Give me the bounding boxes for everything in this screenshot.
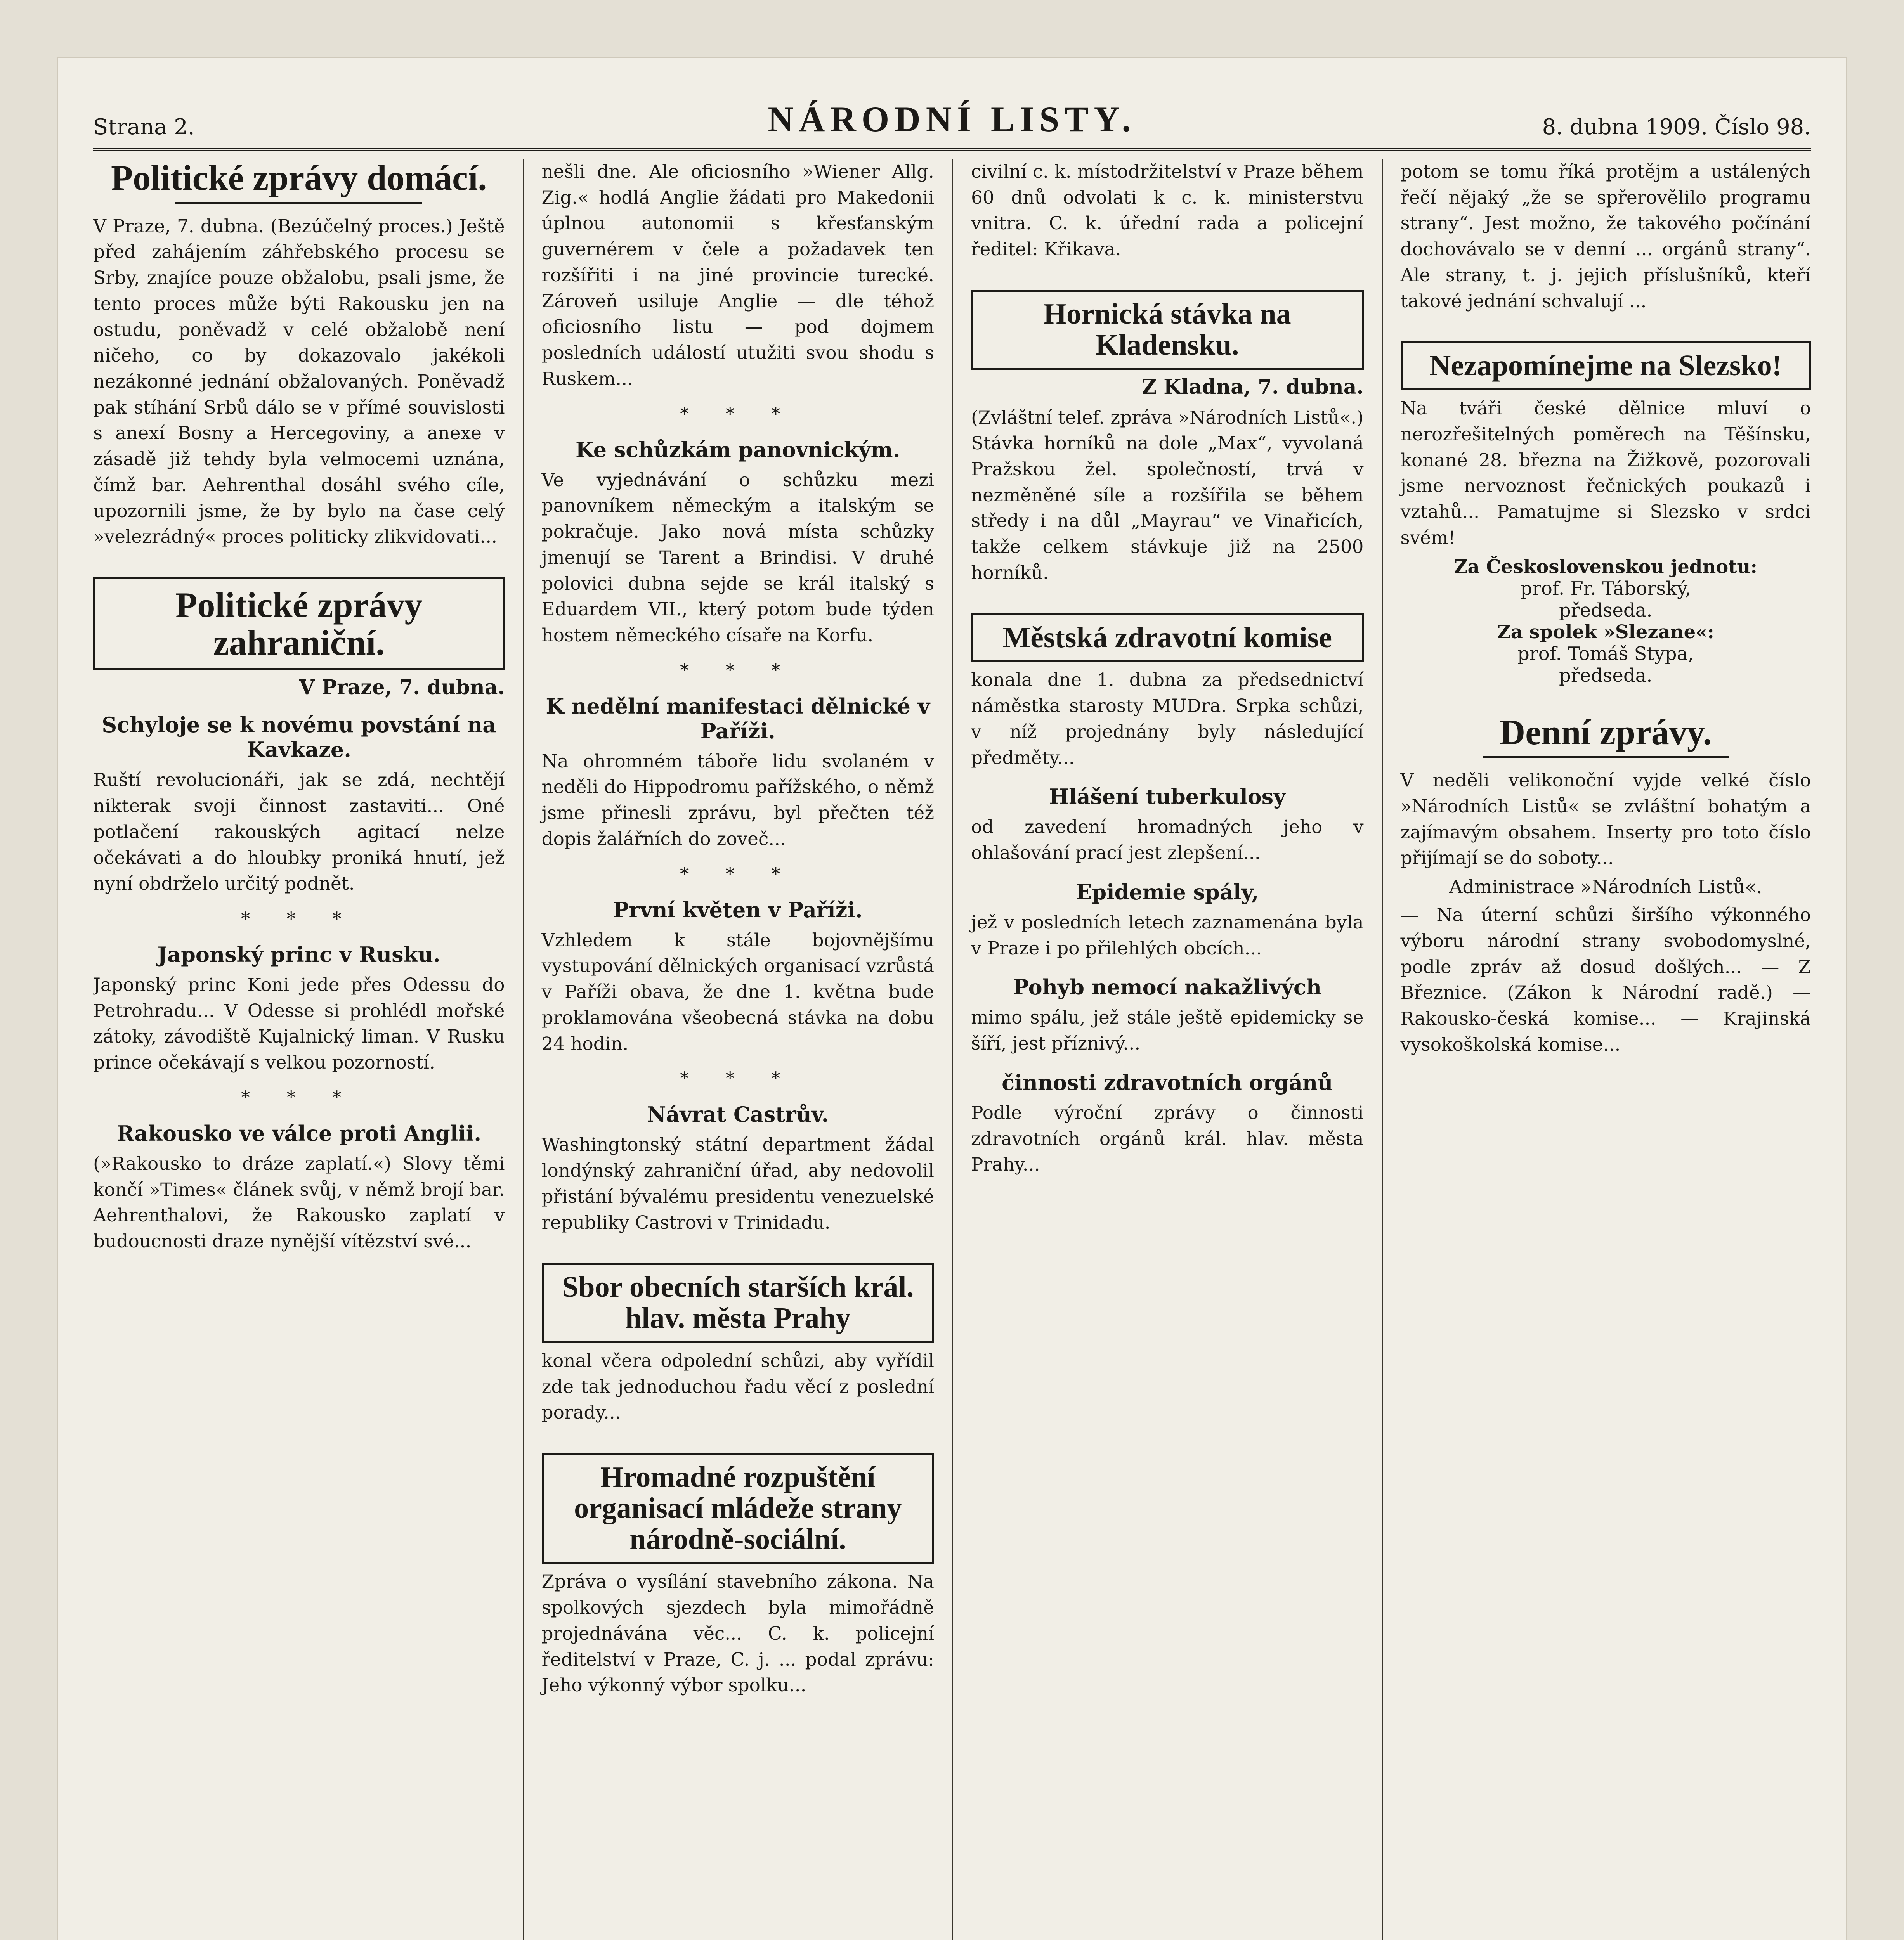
article-body: Ve vyjednávání o schůzku mezi panovníkem německým a italským se pokračuje. Jako nová místa schůzky jmenují se Tarent a Brindisi. V druhé polovici dubna sejde se král italský s Eduardem VII., který potom bude týden hostem německého císaře na Korfu. (541, 469, 934, 646)
signature-organization: Za spolek »Slezane«: (1497, 621, 1714, 643)
subheading: Rakousko ve válce proti Anglii. (116, 1121, 482, 1146)
article-body: Vzhledem k stále bojovnějšímu vystupování dělnických organisací vzrůstá v Paříži obava, že dne 1. května bude proklamována všeobecná stávka na dobu 24 hodin. (541, 929, 934, 1055)
article-continuation (542, 159, 935, 1236)
headline: Denní zprávy. (1499, 712, 1712, 752)
article-body: jež v posledních letech zaznamenána byla v Praze i po přilehlých obcích... (971, 911, 1364, 959)
subheading: Japonský princ v Rusku. (157, 942, 440, 967)
article-foreign-politics (93, 577, 505, 1255)
signature-administration: Administrace »Národních Listů«. (1449, 876, 1762, 898)
dateline: V Praze, 7. dubna. (299, 676, 505, 700)
subheading: činnosti zdravotních orgánů (1002, 1070, 1333, 1095)
section-separator: * * * (241, 908, 357, 929)
signature-role: předseda. (1559, 664, 1653, 686)
subheading: Hlášení tuberkulosy (1049, 784, 1286, 809)
page-number: Strana 2. (93, 114, 195, 140)
signature-role: předseda. (1559, 599, 1653, 621)
subheading: Ke schůzkám panovnickým. (576, 437, 900, 462)
article-silesia-appeal (1401, 341, 1811, 686)
divider (175, 202, 422, 204)
signature-name: prof. Fr. Táborský, (1520, 577, 1691, 599)
article-health-commission (971, 613, 1364, 1178)
divider (1483, 756, 1729, 758)
article-body: Na tváři české dělnice mluví o nerozřešitelných poměrech na Těšínsku, konané 28. března na Žižkově, pozorovali jsme nervoznost řečnických poukazů i vztahů... Pamatujme si Slezsko v srdci svém! (1400, 398, 1811, 549)
subheading: Návrat Castrův. (647, 1102, 829, 1127)
subheading: K nedělní manifestaci dělnické v Paříži. (546, 693, 930, 743)
article-body: konala dne 1. dubna za předsednictví náměstka starosty MUDra. Srpka schůzi, v níž projednány byly následující předměty... (971, 669, 1364, 769)
article-body: V neděli velikonoční vyjde velké číslo »Národních Listů« se zvláštní bohatým a zajímavým obsahem. Inserty pro toto číslo přijímají se do soboty... (1400, 770, 1811, 869)
article-body: Washingtonský státní department žádal londýnský zahraniční úřad, aby nedovolil přistání bývalému presidentu venezuelské republiky Castrovi v Trinidadu. (541, 1134, 934, 1233)
signature-organization: Za Československou jednotu: (1454, 556, 1758, 578)
section-separator: * * * (241, 1086, 357, 1108)
article-youth-organizations (542, 1453, 935, 1699)
article-continuation (1401, 159, 1811, 314)
headline: Hromadné rozpuštění organisací mládeže strany národně-sociální. (542, 1453, 935, 1564)
subheading: Schyloje se k novému povstání na Kavkaze. (102, 712, 496, 762)
article-body: (»Rakousko to dráze zaplatí.«) Slovy těmi končí »Times« článek svůj, v němž brojí bar. Aehrenthalovi, že Rakousko zaplatí v budoucnosti draze nynější vítězství své... (93, 1153, 505, 1252)
article-body: Ruští revolucionáři, jak se zdá, nechtějí nikterak svoji činnost zastaviti... Oné potlačení rakouských agitací nelze očekávati a do hloubky proniká hnutí, jež nyní obdrželo určitý podnět. (93, 769, 505, 895)
column-2 (523, 159, 952, 1940)
article-continuation (971, 159, 1364, 263)
headline: Politické zprávy zahraniční. (93, 577, 505, 670)
article-body: V Praze, 7. dubna. (Bezúčelný proces.) Ještě před zahájením záhřebského procesu se Srby, znajíce pouze obžalobu, psali jsme, že tento proces může býti Rakousku jen na ostudu, poněvadž v celé obžalobě není ničeho, co by dokazovalo jakékoli nezákonné jednání obžalovaných. Poněvadž pak stíhání Srbů dálo se v přímé souvislosti s anexí Bosny a Hercegoviny, a anexe v zásadě již tehdy byla velmocemi uznána, čímž bar. Aehrenthal dosáhl svého cíle, upozornili jsme, že by bylo na čase celý »velezrádný« proces politicky zlikvidovati... (93, 215, 505, 548)
column-3 (952, 159, 1382, 1940)
headline: Sbor obecních starších král. hlav. města Prahy (542, 1263, 935, 1343)
masthead (93, 81, 1811, 151)
issue-date-number: 8. dubna 1909. Číslo 98. (1542, 114, 1811, 140)
article-body: potom se tomu říká protějm a ustálených řečí nějaký „že se spřerovělilo programu strany“. Jest možno, že takového počínání dochovávalo se v denní ... orgánů strany“. Ale strany, t. j. jejich příslušníků, kteří takové jednání schvalují ... (1400, 161, 1811, 312)
newspaper-page (58, 58, 1846, 1940)
article-body: Podle výroční zprávy o činnosti zdravotních orgánů král. hlav. města Prahy... (971, 1102, 1364, 1176)
section-separator: * * * (680, 863, 796, 884)
article-body: Zpráva o vysílání stavebního zákona. Na spolkových sjezdech byla mimořádně projednávána věc... C. k. policejní ředitelství v Praze, C. j. ... podal zprávu: Jeho výkonný výbor spolku... (541, 1571, 934, 1696)
column-1 (93, 159, 523, 1940)
dateline: Z Kladna, 7. dubna. (1142, 375, 1364, 399)
section-separator: * * * (680, 403, 796, 424)
article-city-council (542, 1263, 935, 1426)
article-miners-strike (971, 290, 1364, 586)
article-body: od zavedení hromadných jeho v ohlašování prací jest zlepšení... (971, 816, 1364, 864)
headline: Nezapomínejme na Slezsko! (1401, 341, 1811, 390)
article-body: nešli dne. Ale oficiosního »Wiener Allg. Zig.« hodlá Anglie žádati pro Makedonii úplnou autonomii s křesťanským guvernérem v čele a požadavek ten rozšířiti i na jiné provincie turecké. Zároveň usiluje Anglie — dle téhož oficiosního listu — pod dojmem posledních událostí utužiti svou shodu s Ruskem... (541, 161, 934, 390)
article-body: Na ohromném táboře lidu svolaném v neděli do Hippodromu pařížského, o němž jsme přinesli zprávu, byl přečten též dopis žalářních do zoveč... (541, 750, 934, 850)
article-daily-news (1401, 714, 1811, 1058)
subheading: První květen v Paříži. (613, 897, 863, 922)
article-body: (Zvláštní telef. zpráva »Národních Listů«.) Stávka horníků na dole „Max“, vyvolaná Pražskou žel. společností, trvá v nezměněné síle a rozšířila se během středy i na důl „Mayrau“ ve Vinařicích, takže celkem stávkuje již na 2500 horníků. (971, 407, 1364, 584)
article-body: mimo spálu, jež stále ještě epidemicky se šíří, jest příznivý... (971, 1007, 1364, 1055)
signature-name: prof. Tomáš Stypa, (1517, 643, 1694, 665)
subheading: Pohyb nemocí nakažlivých (1013, 975, 1322, 1000)
headline: Hornická stávka na Kladensku. (971, 290, 1364, 370)
columns (93, 159, 1811, 1940)
article-domestic-politics (93, 159, 505, 550)
article-body: — Na úterní schůzi širšího výkonného výboru národní strany svobodomyslné, podle zpráv až dosud došlých... — Z Březnice. (Zákon k Národní radě.) — Rakousko-česká komise... — Krajinská vysokoškolská komise... (1400, 904, 1811, 1055)
newspaper-title: NÁRODNÍ LISTY. (768, 99, 1136, 139)
column-4 (1382, 159, 1811, 1940)
headline: Politické zprávy domácí. (111, 159, 487, 197)
article-body: civilní c. k. místodržitelství v Praze během 60 dnů odvolati k c. k. ministerstvu vnitra. C. k. úřední rada a policejní ředitel: Křikava. (971, 161, 1364, 260)
article-body: Japonský princ Koni jede přes Odessu do Petrohradu... V Odesse si prohlédl mořské zátoky, závodiště Kujalnický liman. V Rusku prince očekávají s velkou pozorností. (93, 974, 505, 1074)
section-separator: * * * (680, 659, 796, 681)
section-separator: * * * (680, 1068, 796, 1089)
article-body: konal včera odpolední schůzi, aby vyřídil zde tak jednoduchou řadu věcí z poslední porady... (541, 1350, 934, 1424)
subheading: Epidemie spály, (1076, 879, 1259, 904)
signature-block (1401, 556, 1811, 686)
headline: Městská zdravotní komise (971, 613, 1364, 662)
